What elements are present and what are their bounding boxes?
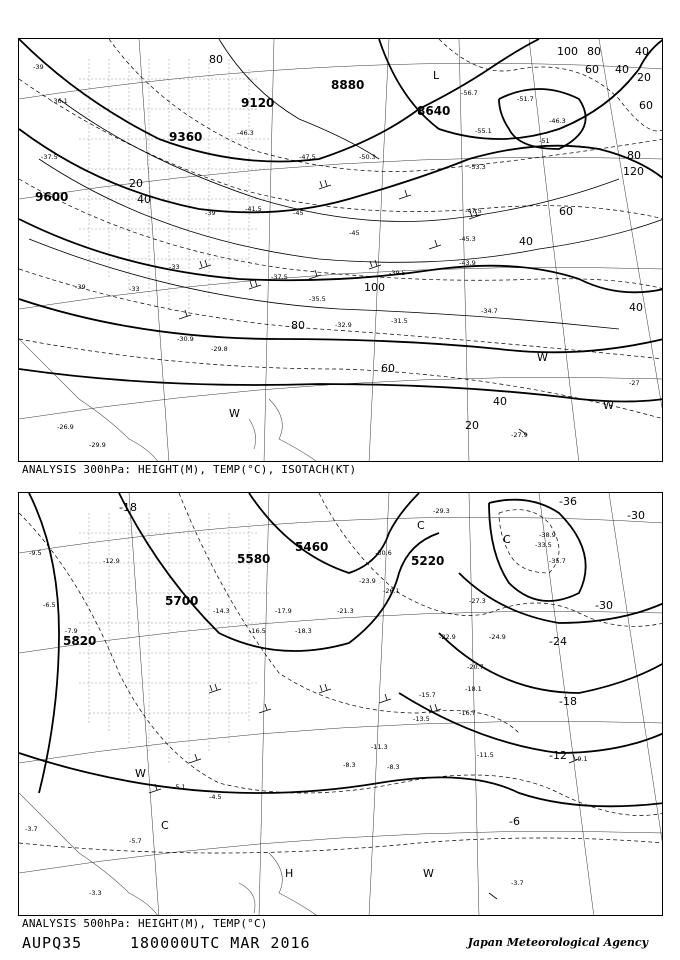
- low-center-mark: L: [433, 69, 440, 82]
- station-value: -51.7: [517, 95, 534, 103]
- cold-center-mark: C: [417, 519, 425, 532]
- station-value: -3.7: [25, 825, 38, 833]
- station-value: -6.5: [43, 601, 56, 609]
- isotach-label: 20: [637, 71, 651, 84]
- height-label: 5700: [165, 594, 199, 608]
- warm-mark: W: [229, 407, 240, 420]
- station-value: -13.5: [413, 715, 430, 723]
- chart-500hpa: [18, 492, 663, 916]
- isotach-label: 20: [129, 177, 143, 190]
- isotach-label: 80: [209, 53, 223, 66]
- station-value: -41.5: [245, 205, 262, 213]
- station-value: -33: [169, 263, 180, 271]
- station-value: -45: [349, 229, 360, 237]
- isotach-label: 100: [557, 45, 578, 58]
- height-label: 5220: [411, 554, 445, 568]
- station-value: -55.1: [475, 127, 492, 135]
- caption-500hpa: ANALYSIS 500hPa: HEIGHT(M), TEMP(°C): [22, 917, 268, 930]
- station-value: -18.3: [295, 627, 312, 635]
- station-value: -51: [539, 137, 550, 145]
- isotach-label: 60: [381, 362, 395, 375]
- station-value: -33.5: [535, 541, 552, 549]
- isotach-label: 40: [615, 63, 629, 76]
- agency-credit: Japan Meteorological Agency: [467, 936, 648, 949]
- station-value: -9.5: [29, 549, 42, 557]
- isotach-label: 40: [635, 45, 649, 58]
- isotach-label: 40: [519, 235, 533, 248]
- station-value: -39: [75, 283, 86, 291]
- station-value: -29.8: [211, 345, 228, 353]
- station-value: -36.1: [51, 97, 68, 105]
- height-labels: [35, 78, 450, 204]
- station-value: -37.5: [271, 273, 288, 281]
- isotach-label: 120: [623, 165, 644, 178]
- height-label: 9600: [35, 190, 69, 204]
- station-value: -12.9: [103, 557, 120, 565]
- station-value: -35.5: [309, 295, 326, 303]
- warm-mark: W: [537, 351, 548, 364]
- height-label: 8880: [331, 78, 365, 92]
- coastlines: [19, 339, 319, 462]
- high-center-mark: H: [285, 867, 294, 880]
- station-value: -27.3: [469, 597, 486, 605]
- isotach-label: 20: [465, 419, 479, 432]
- station-value: -46.3: [549, 117, 566, 125]
- station-value: -35.7: [549, 557, 566, 565]
- isotherm-label: -24: [549, 635, 567, 648]
- height-label: 5460: [295, 540, 329, 554]
- station-value: -4.5: [209, 793, 222, 801]
- isotach-label: 80: [627, 149, 641, 162]
- station-value: -50.3: [359, 153, 376, 161]
- station-value: -53.3: [469, 163, 486, 171]
- station-value: -27: [629, 379, 640, 387]
- station-value: -18.1: [465, 685, 482, 693]
- chart-300hpa: [18, 38, 663, 462]
- map-500hpa: [19, 493, 663, 916]
- station-value: -56.7: [461, 89, 478, 97]
- isotherm-label: -36: [559, 495, 577, 508]
- product-code: AUPQ35: [22, 934, 83, 952]
- station-value: -16.5: [249, 627, 266, 635]
- caption-300hpa: ANALYSIS 300hPa: HEIGHT(M), TEMP(°C), ISOTACH(KT): [22, 463, 357, 476]
- station-value: -37.5: [41, 153, 58, 161]
- isotherm-label: -18: [559, 695, 577, 708]
- station-value: -34.7: [481, 307, 498, 315]
- station-value: -26.1: [383, 587, 400, 595]
- station-value: -24.9: [489, 633, 506, 641]
- lat-lon-grid: [19, 39, 663, 462]
- isotach-label: 100: [364, 281, 385, 294]
- isotach-label: 60: [559, 205, 573, 218]
- height-label: 5580: [237, 552, 271, 566]
- station-value: -11.5: [477, 751, 494, 759]
- station-value: -3.7: [511, 879, 524, 887]
- station-value: -47.5: [465, 207, 482, 215]
- coastlines: [19, 793, 319, 916]
- height-label: 5820: [63, 634, 97, 648]
- station-value: -30.9: [177, 335, 194, 343]
- station-value: -46.3: [237, 129, 254, 137]
- station-value: -33: [129, 285, 140, 293]
- station-value: -39: [33, 63, 44, 71]
- station-value: -29.9: [89, 441, 106, 449]
- temperature-labels: [119, 495, 645, 828]
- station-value: -30.6: [375, 549, 392, 557]
- warm-mark: W: [603, 399, 614, 412]
- station-value: -5.1: [173, 783, 186, 791]
- station-value: -26.9: [57, 423, 74, 431]
- height-label: 9360: [169, 130, 203, 144]
- isotherm-label: -30: [627, 509, 645, 522]
- isotach-label: 40: [137, 193, 151, 206]
- map-300hpa: [19, 39, 663, 462]
- isotach-label: 40: [629, 301, 643, 314]
- isotach-labels: [129, 45, 653, 434]
- isotach-label: 40: [493, 395, 507, 408]
- valid-time: 180000UTC MAR 2016: [130, 934, 311, 952]
- cold-center-mark: C: [503, 533, 511, 546]
- height-label: 9120: [241, 96, 275, 110]
- isotach-label: 80: [587, 45, 601, 58]
- station-value: -47.5: [299, 153, 316, 161]
- warm-mark: W: [135, 767, 146, 780]
- station-value: -32.9: [335, 321, 352, 329]
- station-value: -21.3: [337, 607, 354, 615]
- station-value: -43.9: [459, 259, 476, 267]
- station-value: -9.1: [575, 755, 588, 763]
- station-value: -45: [293, 209, 304, 217]
- isotherm-contours: [19, 493, 663, 853]
- isotherm-label: -12: [549, 749, 567, 762]
- isotach-label: 60: [585, 63, 599, 76]
- station-value: -39: [205, 209, 216, 217]
- isotherm-label: -18: [119, 501, 137, 514]
- station-value: -23.9: [359, 577, 376, 585]
- station-value: -3.3: [89, 889, 102, 897]
- station-value: -17.9: [275, 607, 292, 615]
- station-value: -45.3: [459, 235, 476, 243]
- land-hatch: [79, 513, 269, 763]
- station-value: -5.7: [129, 837, 142, 845]
- station-value: -22.9: [439, 633, 456, 641]
- cold-center-mark: C: [161, 819, 169, 832]
- isotherm-label: -6: [509, 815, 520, 828]
- station-value: -11.3: [371, 743, 388, 751]
- warm-mark: W: [423, 867, 434, 880]
- isotach-label: 60: [639, 99, 653, 112]
- station-value: -15.7: [419, 691, 436, 699]
- height-label: 8640: [417, 104, 451, 118]
- station-value: -38.9: [539, 531, 556, 539]
- station-value: -27.9: [511, 431, 528, 439]
- station-value: -8.3: [343, 761, 356, 769]
- station-value: -8.3: [387, 763, 400, 771]
- isotach-label: 80: [291, 319, 305, 332]
- station-value: -14.3: [213, 607, 230, 615]
- station-value: -16.7: [459, 709, 476, 717]
- isotherm-label: -30: [595, 599, 613, 612]
- height-contours: [19, 39, 663, 402]
- station-value: -7.9: [65, 627, 78, 635]
- station-value: -29.3: [433, 507, 450, 515]
- station-value: -39.5: [389, 269, 406, 277]
- station-value: -31.5: [391, 317, 408, 325]
- station-value: -20.7: [467, 663, 484, 671]
